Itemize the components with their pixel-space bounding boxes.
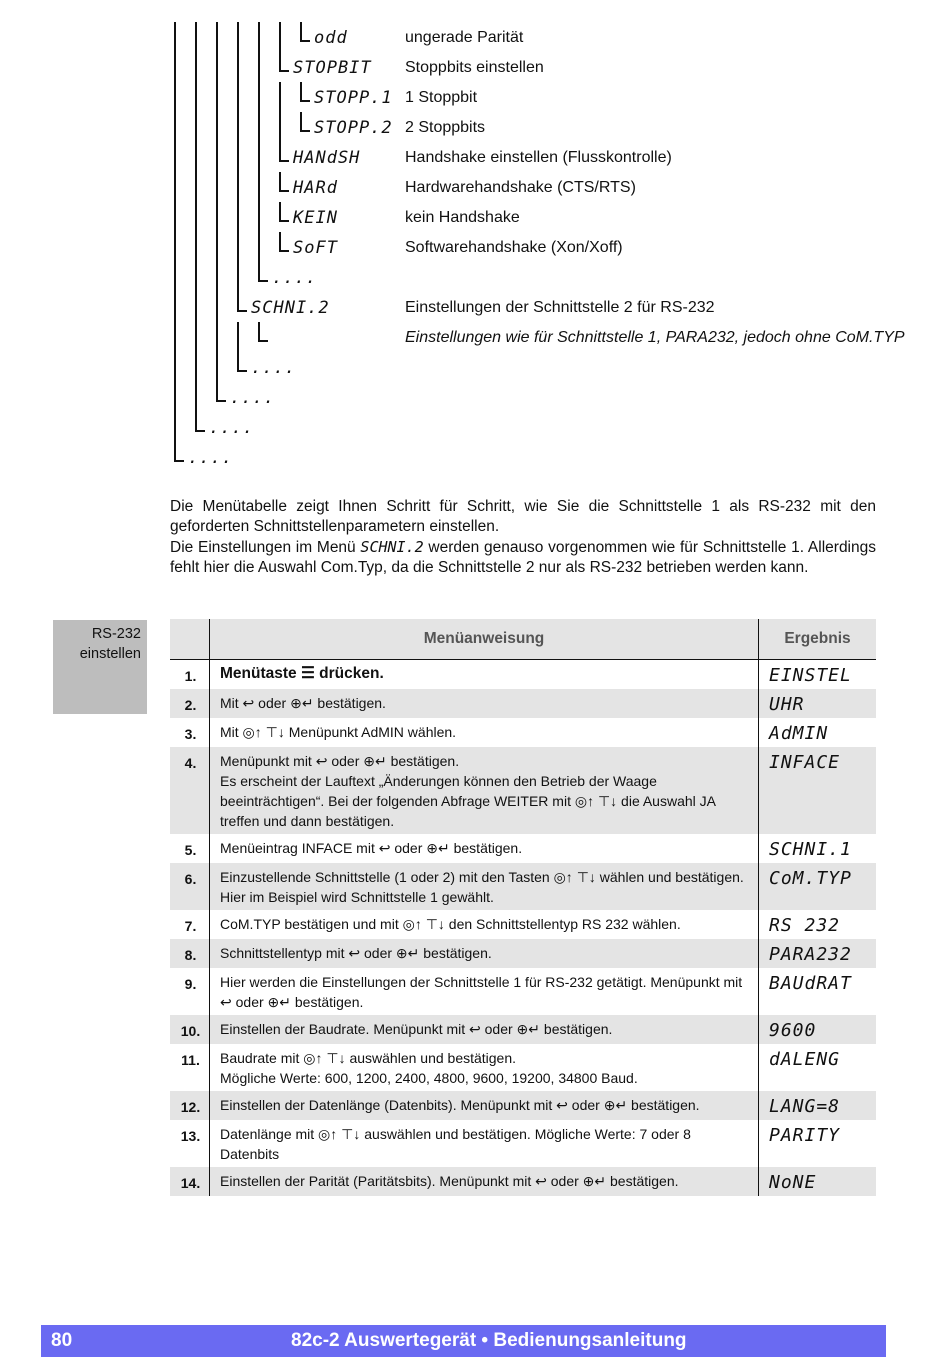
step-instruction bbox=[210, 863, 759, 910]
intro-line-1: Die Menütabelle zeigt Ihnen Schritt für Schritt, wie Sie die Schnittstelle 1 als RS-232 mit den geforderten Schnittstellenparametern einstellen. bbox=[170, 498, 876, 535]
menu-tree bbox=[170, 22, 905, 472]
instruction-text: Einstellen der Baudrate. Menüpunkt mit ↩ oder ⊕↵ bestätigen. bbox=[220, 1021, 613, 1037]
step-number: 2. bbox=[170, 689, 210, 718]
menu-code: .... bbox=[251, 358, 296, 378]
instruction-text-2: Es erscheint der Lauftext „Änderungen können den Betrieb der Waage beeinträchtigen“. Bei der folgenden Abfrage WEITER mit ◎↑ ⊤↓ die Auswahl JA treffen und dann bestätigen. bbox=[220, 773, 716, 829]
instruction-text-2: Hier im Beispiel wird Schnittstelle 1 gewählt. bbox=[220, 889, 494, 905]
step-number: 12. bbox=[170, 1091, 210, 1120]
menu-description: Stoppbits einstellen bbox=[405, 59, 544, 76]
menu-code: SoFT bbox=[293, 238, 338, 258]
step-result: LANG=8 bbox=[759, 1091, 877, 1120]
col-header-result: Ergebnis bbox=[759, 619, 877, 660]
tree-row bbox=[170, 172, 890, 202]
instruction-text-2: Mögliche Werte: 600, 1200, 2400, 4800, 9600, 19200, 34800 Baud. bbox=[220, 1070, 638, 1086]
menu-code: STOPP.2 bbox=[314, 118, 393, 138]
table-row bbox=[170, 718, 876, 747]
tree-row bbox=[170, 352, 890, 382]
step-instruction bbox=[210, 968, 759, 1015]
step-result: NoNE bbox=[759, 1167, 877, 1196]
col-header-instruction: Menüanweisung bbox=[210, 619, 759, 660]
tree-row bbox=[170, 382, 890, 412]
instruction-text: Einstellen der Datenlänge (Datenbits). Menüpunkt mit ↩ oder ⊕↵ bestätigen. bbox=[220, 1097, 700, 1113]
step-number: 14. bbox=[170, 1167, 210, 1196]
menu-description: 1 Stoppbit bbox=[405, 89, 478, 106]
step-result: 9600 bbox=[759, 1015, 877, 1044]
step-instruction bbox=[210, 1091, 759, 1120]
instruction-text: Schnittstellentyp mit ↩ oder ⊕↵ bestätigen. bbox=[220, 945, 492, 961]
table-row bbox=[170, 863, 876, 910]
step-result: AdMIN bbox=[759, 718, 877, 747]
tree-row bbox=[170, 262, 890, 292]
step-number: 9. bbox=[170, 968, 210, 1015]
table-row bbox=[170, 1091, 876, 1120]
step-result: dALENG bbox=[759, 1044, 877, 1091]
step-result: CoM.TYP bbox=[759, 863, 877, 910]
step-result: BAUdRAT bbox=[759, 968, 877, 1015]
menu-code: SCHNI.2 bbox=[251, 298, 330, 318]
step-instruction bbox=[210, 1167, 759, 1196]
menu-code: KEIN bbox=[293, 208, 338, 228]
table-row bbox=[170, 1015, 876, 1044]
menu-code: STOPBIT bbox=[293, 58, 372, 78]
step-number: 8. bbox=[170, 939, 210, 968]
step-number: 4. bbox=[170, 747, 210, 834]
intro-paragraph bbox=[170, 497, 876, 578]
step-number: 6. bbox=[170, 863, 210, 910]
step-number: 5. bbox=[170, 834, 210, 863]
table-row bbox=[170, 660, 876, 690]
step-number: 10. bbox=[170, 1015, 210, 1044]
table-row bbox=[170, 1120, 876, 1167]
intro-line-2: Die Einstellungen im Menü SCHNI.2 werden genauso vorgenommen wie für Schnittstelle 1. Allerdings fehlt hier die Auswahl Com.Typ, da die Schnittstelle 2 nur als RS-232 betrieben werden kann. bbox=[170, 538, 876, 576]
step-result: INFACE bbox=[759, 747, 877, 834]
instruction-text: Menüpunkt mit ↩ oder ⊕↵ bestätigen. bbox=[220, 753, 460, 769]
step-instruction bbox=[210, 718, 759, 747]
menu-description: Handshake einstellen (Flusskontrolle) bbox=[405, 149, 672, 166]
step-result: UHR bbox=[759, 689, 877, 718]
page-footer bbox=[41, 1325, 886, 1357]
menu-code: .... bbox=[272, 268, 317, 288]
step-instruction bbox=[210, 689, 759, 718]
table-row bbox=[170, 1167, 876, 1196]
side-label-line-2: einstellen bbox=[79, 646, 141, 662]
table-row bbox=[170, 910, 876, 939]
menu-description: kein Handshake bbox=[405, 209, 520, 226]
col-header-number bbox=[170, 619, 210, 660]
step-instruction bbox=[210, 910, 759, 939]
instruction-text: Mit ↩ oder ⊕↵ bestätigen. bbox=[220, 695, 386, 711]
instruction-text: Hier werden die Einstellungen der Schnittstelle 1 für RS-232 getätigt. Menüpunkt mit ↩ oder ⊕↵ bestätigen. bbox=[220, 974, 743, 1010]
tree-row bbox=[170, 232, 890, 262]
table-row bbox=[170, 689, 876, 718]
step-result: EINSTEL bbox=[759, 660, 877, 690]
side-label-box bbox=[53, 620, 147, 714]
menu-code: .... bbox=[230, 388, 275, 408]
table-row bbox=[170, 747, 876, 834]
tree-row bbox=[170, 292, 890, 322]
tree-row bbox=[170, 202, 890, 232]
instruction-table bbox=[170, 619, 876, 1196]
instruction-text: Einstellen der Parität (Paritätsbits). Menüpunkt mit ↩ oder ⊕↵ bestätigen. bbox=[220, 1173, 679, 1189]
tree-row bbox=[170, 82, 890, 112]
tree-row bbox=[170, 52, 890, 82]
menu-code: STOPP.1 bbox=[314, 88, 393, 108]
table-row bbox=[170, 1044, 876, 1091]
footer-title: 82c-2 Auswertegerät • Bedienungsanleitung bbox=[291, 1330, 687, 1351]
step-instruction bbox=[210, 834, 759, 863]
step-result: SCHNI.1 bbox=[759, 834, 877, 863]
menu-description: Einstellungen wie für Schnittstelle 1, PARA232, jedoch ohne CoM.TYP bbox=[405, 329, 905, 346]
tree-row bbox=[170, 112, 890, 142]
step-instruction bbox=[210, 939, 759, 968]
tree-row bbox=[170, 442, 890, 472]
step-instruction bbox=[210, 747, 759, 834]
menu-code: HANdSH bbox=[293, 148, 361, 168]
side-label-line-1: RS-232 bbox=[91, 626, 141, 642]
instruction-text: Menütaste ☰ drücken. bbox=[220, 665, 384, 682]
step-instruction bbox=[210, 660, 759, 690]
menu-code: SCHNI.2 bbox=[360, 538, 424, 556]
step-result: RS 232 bbox=[759, 910, 877, 939]
step-number: 3. bbox=[170, 718, 210, 747]
step-number: 13. bbox=[170, 1120, 210, 1167]
page-number: 80 bbox=[51, 1330, 73, 1351]
menu-code: .... bbox=[209, 418, 254, 438]
step-instruction bbox=[210, 1120, 759, 1167]
instruction-text: Datenlänge mit ◎↑ ⊤↓ auswählen und bestätigen. Mögliche Werte: 7 oder 8 Datenbits bbox=[220, 1126, 691, 1162]
table-row bbox=[170, 939, 876, 968]
menu-description: ungerade Parität bbox=[405, 29, 524, 46]
menu-description: Hardwarehandshake (CTS/RTS) bbox=[405, 179, 636, 196]
table-row bbox=[170, 834, 876, 863]
step-result: PARITY bbox=[759, 1120, 877, 1167]
menu-description: Softwarehandshake (Xon/Xoff) bbox=[405, 239, 623, 256]
step-number: 1. bbox=[170, 660, 210, 690]
tree-row bbox=[170, 412, 890, 442]
tree-row bbox=[170, 322, 905, 352]
instruction-text: CoM.TYP bestätigen und mit ◎↑ ⊤↓ den Schnittstellentyp RS 232 wählen. bbox=[220, 916, 681, 932]
menu-code: HARd bbox=[293, 178, 338, 198]
instruction-text: Menüeintrag INFACE mit ↩ oder ⊕↵ bestätigen. bbox=[220, 840, 523, 856]
instruction-text: Einzustellende Schnittstelle (1 oder 2) mit den Tasten ◎↑ ⊤↓ wählen und bestätigen. bbox=[220, 869, 744, 885]
menu-code: .... bbox=[188, 448, 233, 468]
menu-description: 2 Stoppbits bbox=[405, 119, 486, 136]
tree-row bbox=[170, 22, 890, 52]
instruction-text: Mit ◎↑ ⊤↓ Menüpunkt AdMIN wählen. bbox=[220, 724, 457, 740]
step-number: 7. bbox=[170, 910, 210, 939]
instruction-text: Baudrate mit ◎↑ ⊤↓ auswählen und bestätigen. bbox=[220, 1050, 517, 1066]
step-instruction bbox=[210, 1015, 759, 1044]
step-instruction bbox=[210, 1044, 759, 1091]
table-row bbox=[170, 968, 876, 1015]
menu-description: Einstellungen der Schnittstelle 2 für RS-232 bbox=[405, 299, 715, 316]
tree-row bbox=[170, 142, 890, 172]
step-result: PARA232 bbox=[759, 939, 877, 968]
step-number: 11. bbox=[170, 1044, 210, 1091]
menu-code: odd bbox=[314, 28, 348, 48]
